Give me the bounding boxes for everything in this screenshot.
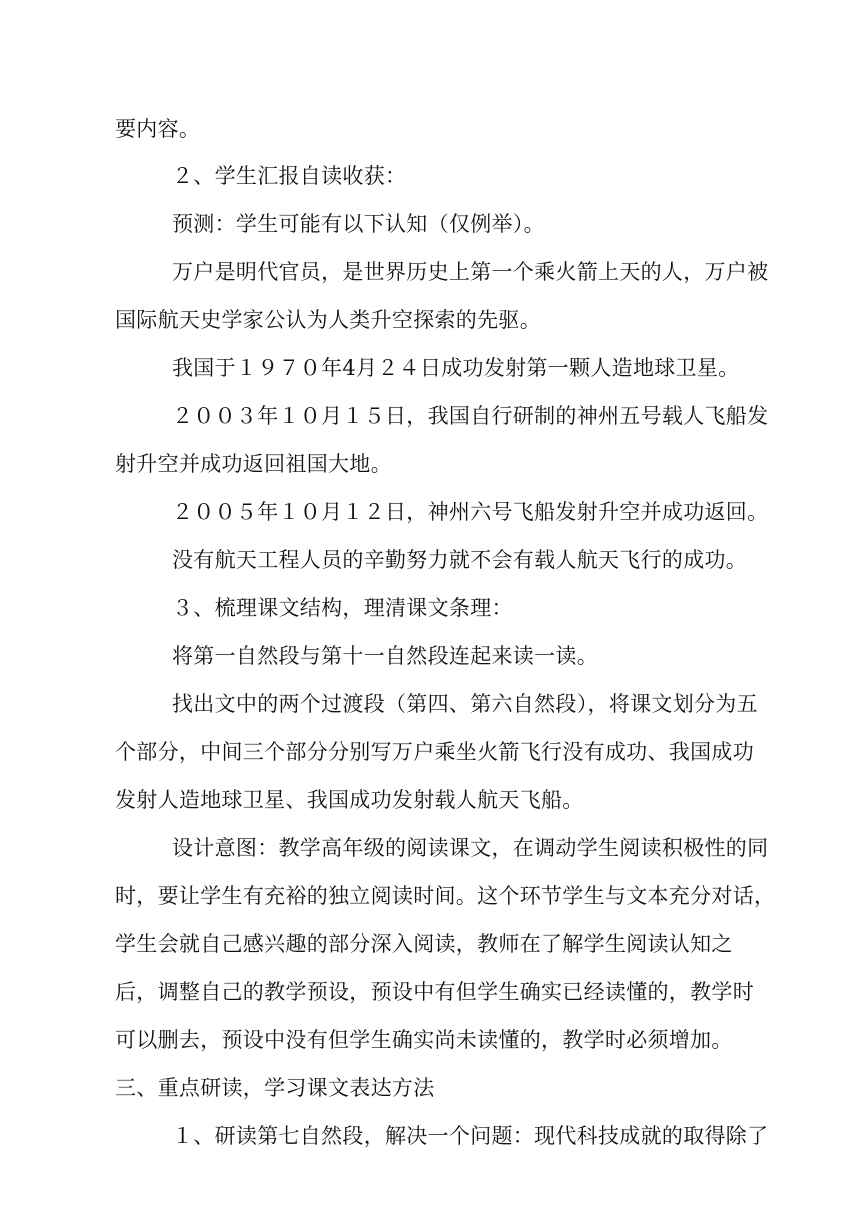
text-line-design-5: 可以删去，预设中没有但学生确实尚未读懂的，教学时必须增加。 — [115, 1028, 733, 1052]
text-line-item-1-heading: １、研读第七自然段，解决一个问题：现代科技成就的取得除了 — [172, 1124, 769, 1148]
text-line-shenzhou5-2: 射升空并成功返回祖国大地。 — [115, 452, 392, 476]
text-line-design-4: 后，调整自己的教学预设，预设中有但学生确实已经读懂的，教学时 — [115, 980, 754, 1004]
text-line-wanhu-2: 国际航天史学家公认为人类升空探索的先驱。 — [115, 308, 541, 332]
text-line-prediction: 预测：学生可能有以下认知（仅例举）。 — [172, 212, 545, 236]
text-line-satellite-1970: 我国于１９７０年4月２４日成功发射第一颗人造地球卫星。 — [172, 356, 740, 380]
section-heading-three: 三、重点研读，学习课文表达方法 — [115, 1076, 435, 1100]
text-line-item-2-heading: ２、学生汇报自读收获： — [172, 164, 407, 188]
text-line-continuation: 要内容。 — [115, 117, 201, 141]
text-line-design-2: 时，要让学生有充裕的独立阅读时间。这个环节学生与文本充分对话， — [115, 884, 776, 908]
text-line-wanhu-1: 万户是明代官员，是世界历史上第一个乘火箭上天的人，万户被 — [172, 260, 769, 284]
text-line-structure-2: 个部分，中间三个部分分别写万户乘坐火箭飞行没有成功、我国成功 — [115, 740, 754, 764]
text-line-structure-3: 发射人造地球卫星、我国成功发射载人航天飞船。 — [115, 788, 584, 812]
text-line-engineers: 没有航天工程人员的辛勤努力就不会有载人航天飞行的成功。 — [172, 548, 748, 572]
text-line-shenzhou5-1: ２００３年１０月１５日，我国自行研制的神州五号载人飞船发 — [172, 404, 769, 428]
text-line-shenzhou6: ２００５年１０月１２日，神州六号飞船发射升空并成功返回。 — [172, 500, 769, 524]
text-line-item-3-heading: ３、梳理课文结构，理清课文条理： — [172, 596, 513, 620]
text-line-design-3: 学生会就自己感兴趣的部分深入阅读，教师在了解学生阅读认知之 — [115, 932, 733, 956]
text-line-structure-1: 找出文中的两个过渡段（第四、第六自然段），将课文划分为五 — [172, 692, 758, 716]
text-line-read-paragraphs: 将第一自然段与第十一自然段连起来读一读。 — [172, 644, 598, 668]
text-line-design-1: 设计意图：教学高年级的阅读课文，在调动学生阅读积极性的同 — [172, 836, 769, 860]
